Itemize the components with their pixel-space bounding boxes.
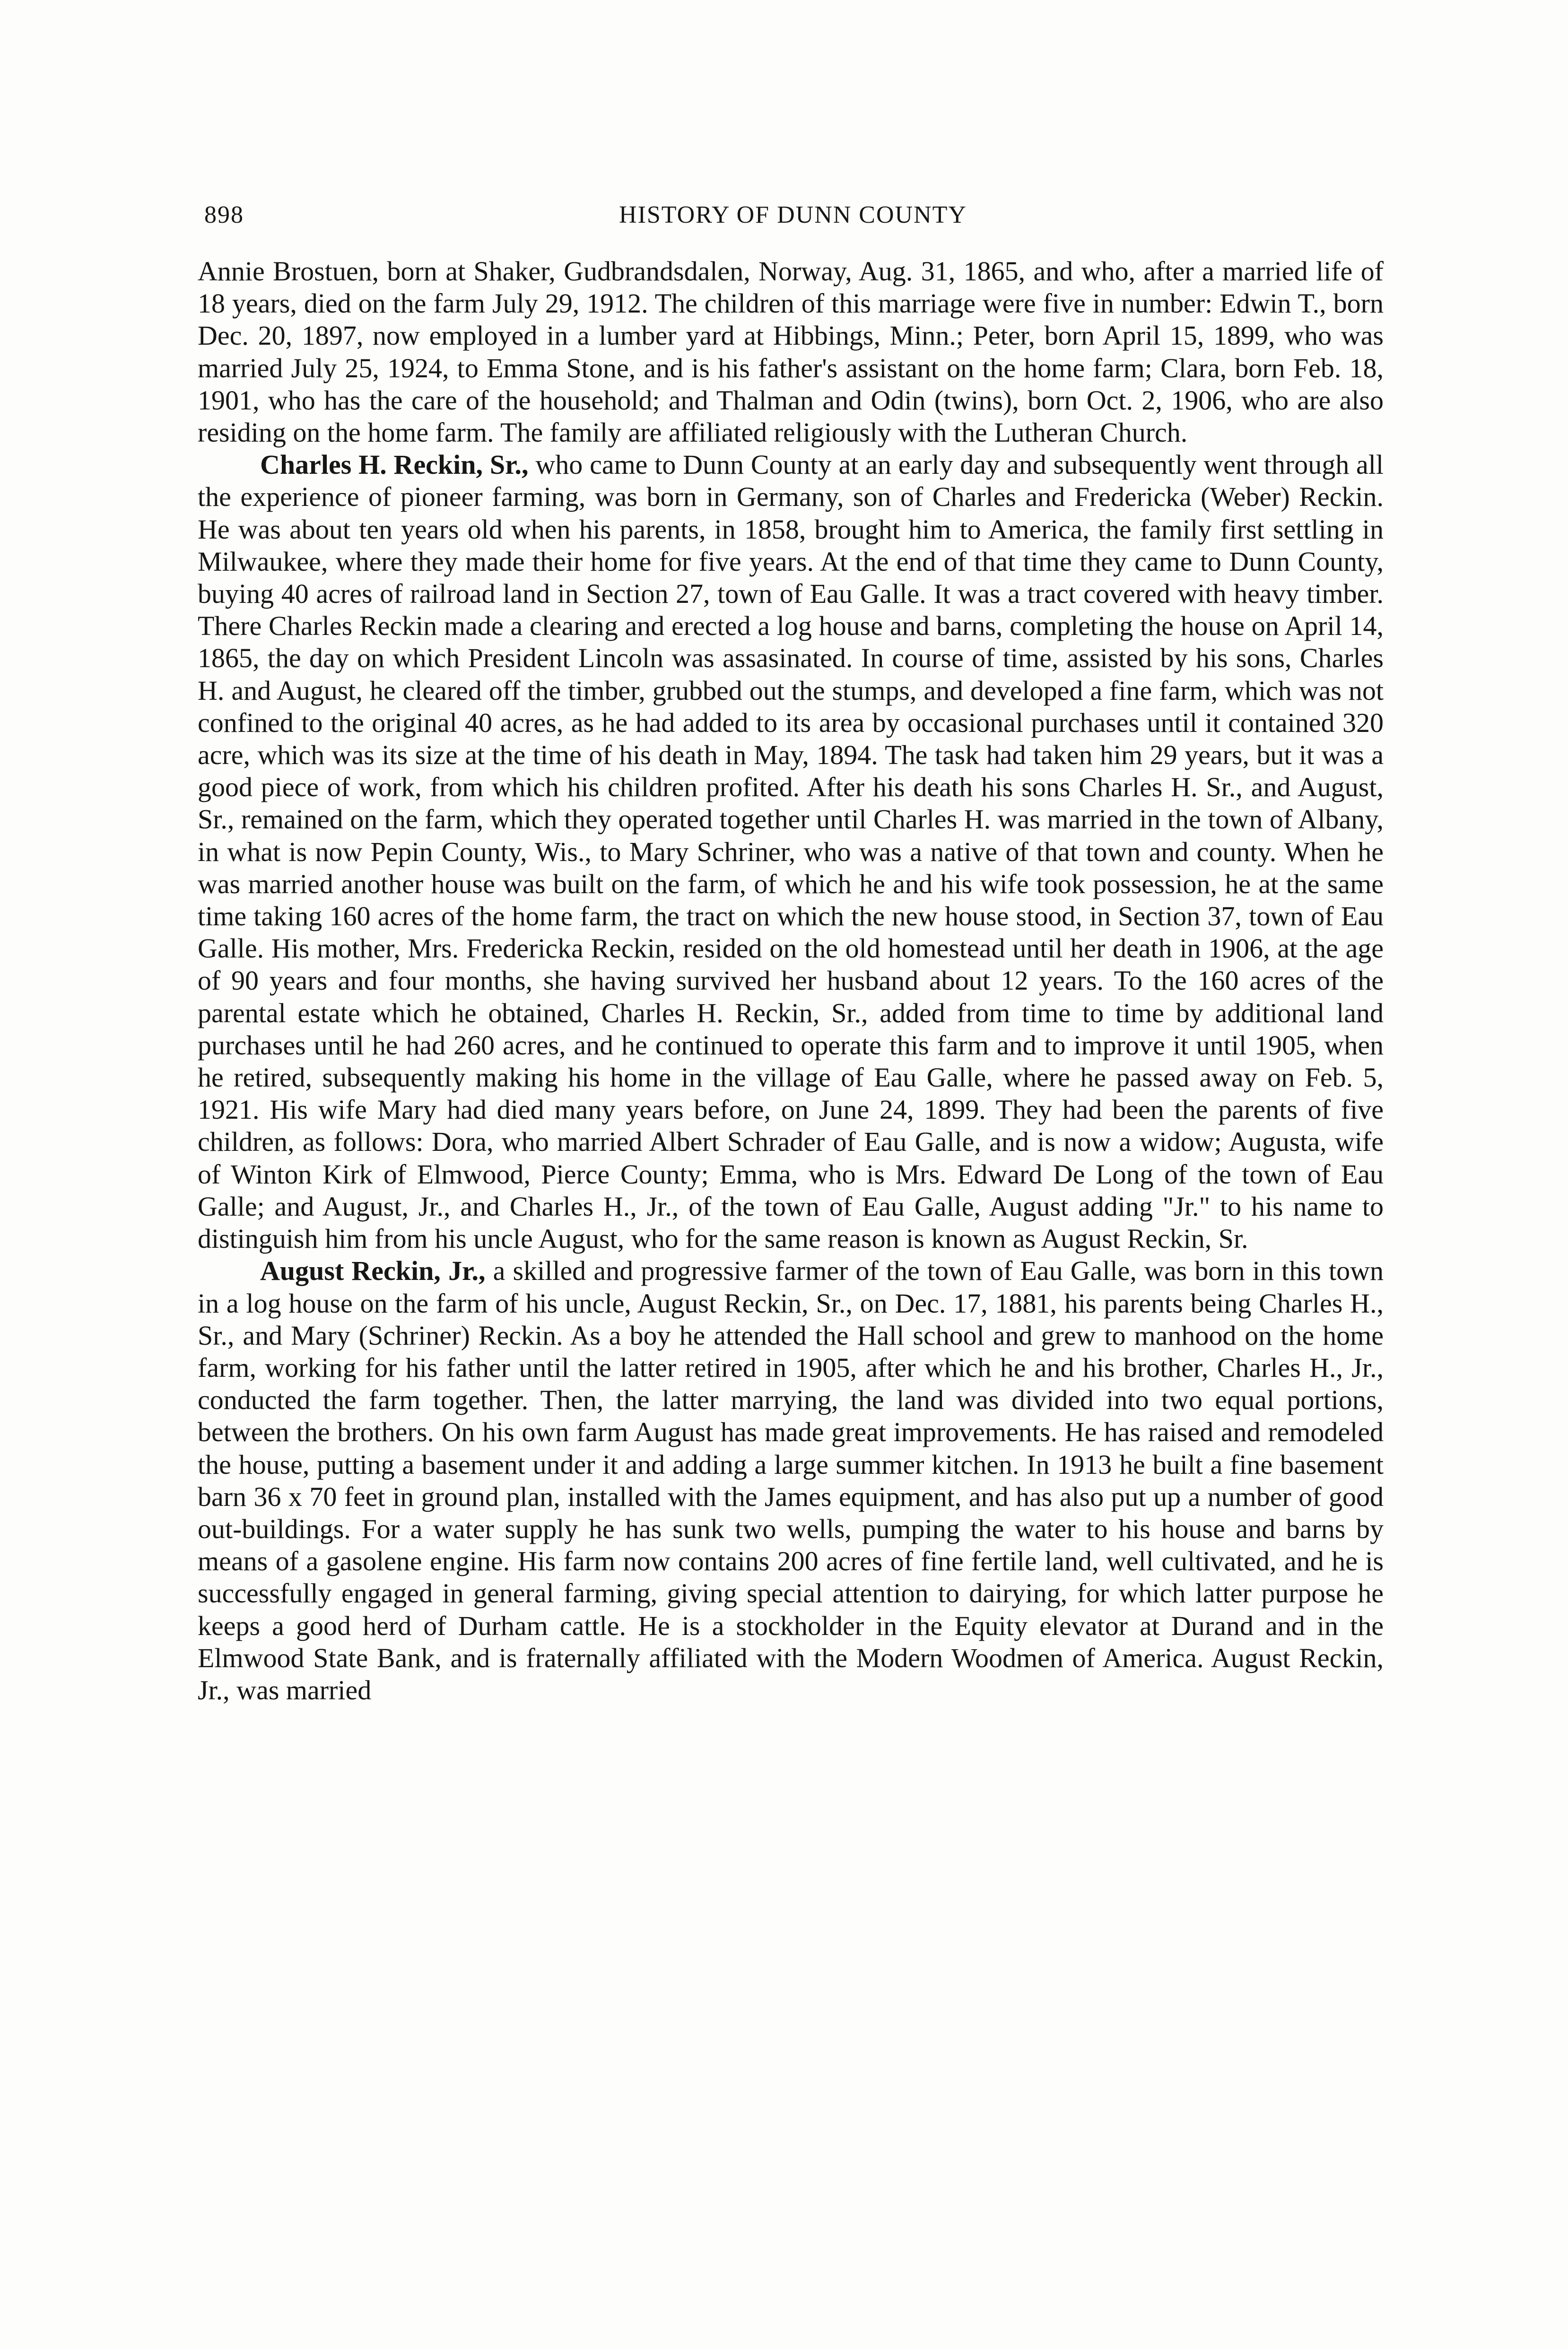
body-text: [198, 255, 1384, 1706]
subject-name: Charles H. Reckin, Sr.,: [260, 449, 529, 480]
page-header: [204, 201, 1382, 239]
paragraph-charles-reckin: [198, 449, 1384, 1255]
paragraph-text: Annie Brostuen, born at Shaker, Gudbrandsdalen, Norway, Aug. 31, 1865, and who, after a married life of 18 years, died on the farm July 29, 1912. The children of this marriage were five in number: Edwin T., born Dec. 20, 1897, now employed in a lumber yard at Hibbings, Minn.; Peter, born April 15, 1899, who was married July 25, 1924, to Emma Stone, and is his father's assistant on the home farm; Clara, born Feb. 18, 1901, who has the care of the household; and Thalman and Odin (twins), born Oct. 2, 1906, who are also residing on the home farm. The family are affiliated religiously with the Lutheran Church.: [198, 256, 1384, 448]
page-number: 898: [204, 201, 244, 228]
paragraph-continued: [198, 255, 1384, 449]
running-head: HISTORY OF DUNN COUNTY: [619, 201, 967, 228]
paragraph-august-reckin: [198, 1255, 1384, 1706]
paragraph-text: a skilled and progressive farmer of the town of Eau Galle, was born in this town in a log house on the farm of his uncle, August Reckin, Sr., on Dec. 17, 1881, his parents being Charles H., Sr., and Mary (Schriner) Reckin. As a boy he attended the Hall school and grew to manhood on the home farm, working for his father until the latter retired in 1905, after which he and his brother, Charles H., Jr., conducted the farm together. Then, the latter marrying, the land was divided into two equal portions, between the brothers. On his own farm August has made great improvements. He has raised and remodeled the house, putting a basement under it and adding a large summer kitchen. In 1913 he built a fine basement barn 36 x 70 feet in ground plan, installed with the James equipment, and has also put up a number of good out-buildings. For a water supply he has sunk two wells, pumping the water to his house and barns by means of a gasolene engine. His farm now contains 200 acres of fine fertile land, well cultivated, and he is successfully engaged in general farming, giving special attention to dairying, for which latter purpose he keeps a good herd of Durham cattle. He is a stockholder in the Equity elevator at Durand and in the Elmwood State Bank, and is fraternally affiliated with the Modern Woodmen of America. August Reckin, Jr., was married: [198, 1255, 1384, 1705]
subject-name: August Reckin, Jr.,: [260, 1255, 486, 1287]
paragraph-text: who came to Dunn County at an early day and subsequently went through all the experience of pioneer farming, was born in Germany, son of Charles and Fredericka (Weber) Reckin. He was about ten years old when his parents, in 1858, brought him to America, the family first settling in Milwaukee, where they made their home for five years. At the end of that time they came to Dunn County, buying 40 acres of railroad land in Section 27, town of Eau Galle. It was a tract covered with heavy timber. There Charles Reckin made a clearing and erected a log house and barns, completing the house on April 14, 1865, the day on which President Lincoln was assasinated. In course of time, assisted by his sons, Charles H. and August, he cleared off the timber, grubbed out the stumps, and developed a fine farm, which was not confined to the original 40 acres, as he had added to its area by occasional purchases until it contained 320 acre, which was its size at the time of his death in May, 1894. The task had taken him 29 years, but it was a good piece of work, from which his children profited. After his death his sons Charles H. Sr., and August, Sr., remained on the farm, which they operated together until Charles H. was married in the town of Albany, in what is now Pepin County, Wis., to Mary Schriner, who was a native of that town and county. When he was married another house was built on the farm, of which he and his wife took possession, he at the same time taking 160 acres of the home farm, the tract on which the new house stood, in Section 37, town of Eau Galle. His mother, Mrs. Fredericka Reckin, resided on the old homestead until her death in 1906, at the age of 90 years and four months, she having survived her husband about 12 years. To the 160 acres of the parental estate which he obtained, Charles H. Reckin, Sr., added from time to time by additional land purchases until he had 260 acres, and he continued to operate this farm and to improve it until 1905, when he retired, subsequently making his home in the village of Eau Galle, where he passed away on Feb. 5, 1921. His wife Mary had died many years before, on June 24, 1899. They had been the parents of five children, as follows: Dora, who married Albert Schrader of Eau Galle, and is now a widow; Augusta, wife of Winton Kirk of Elmwood, Pierce County; Emma, who is Mrs. Edward De Long of the town of Eau Galle; and August, Jr., and Charles H., Jr., of the town of Eau Galle, August adding "Jr." to his name to distinguish him from his uncle August, who for the same reason is known as August Reckin, Sr.: [198, 449, 1384, 1254]
